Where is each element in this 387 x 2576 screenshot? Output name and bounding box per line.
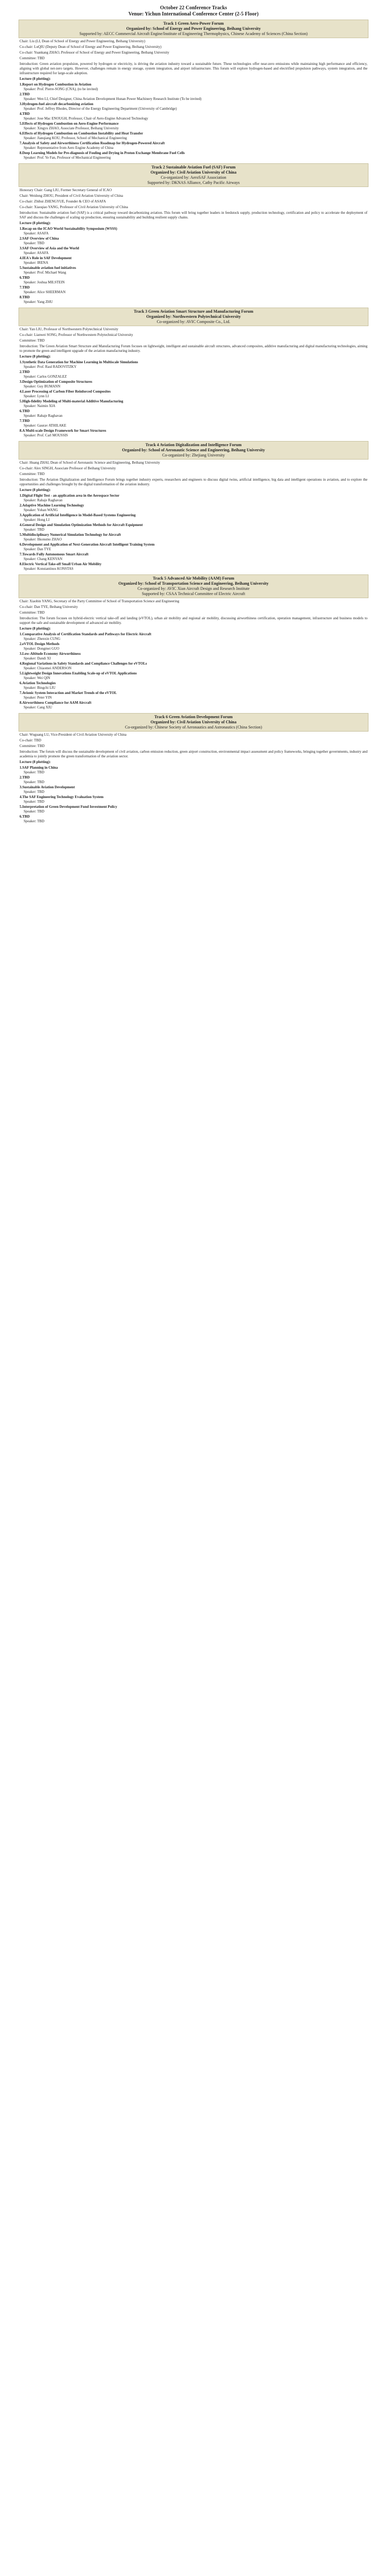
track-committee: Committee: TBD [20,472,45,476]
lecture-title: 5.High-fidelity Modeling of Multi-material Additive Manufacturing [20,399,124,403]
track-section [19,713,368,824]
track-title: Track 1 Green Aero-Power Forum [163,21,224,26]
lecture-speaker: Speaker: Jose Mac ENOUGH, Professor, Chair of Aero-Engine Advanced Technology [24,116,148,121]
lecture-speaker: Speaker: TBD [24,780,45,784]
track-title: Track 5 Advanced Air Mobility (AAM) Forum [152,576,235,581]
lecture-item [20,632,367,641]
lecture-speaker: Speaker: Dan TYE [24,547,51,551]
lecture-speaker: Speaker: Prof. Raul RADOVITZKY [24,365,77,369]
track-title: Track 4 Aviation Digitalization and Intelligence Forum [145,443,242,447]
track-supporter: Co-organized by: AeroSAF Association [161,175,226,180]
track-section [19,163,368,304]
lecture-title: 4.The SAF Engineering Technology Evaluation System [20,795,104,799]
lecture-title: 3.SAF Overview of Asia and the World [20,246,79,250]
track-body [19,187,368,304]
lecture-title: 1.Digital Flight Test - an application area in the Aerospace Sector [20,494,119,498]
lecture-item [20,652,367,661]
lecture-speaker: Speaker: Alice SHEERMAN [24,290,66,294]
lecture-item [20,795,367,804]
lecture-speaker: Speaker: Bingchi LIU [24,686,56,690]
lecture-item [20,429,367,438]
lecture-title: 7.Towards Fully Autonomous Smart Aircraft [20,552,89,556]
lecture-item [20,533,367,542]
lecture-title: 2.Adaptive Machine Learning Technology [20,503,84,507]
lecture-item [20,671,367,681]
lecture-item [20,236,367,246]
lecture-speaker: Speaker: TBD [24,819,45,823]
lecture-title: 2.TBD [20,775,30,779]
lecture-item [20,122,367,131]
lecture-speaker: Speaker: Rahaje Raghavan [24,414,63,418]
lectures-label: Lecture (8 plotting): [20,760,51,764]
track-committee: Committee: TBD [20,56,45,60]
lecture-item [20,785,367,794]
track-organizer: Organized by: School of Transportation Science and Engineering, Beihang University [118,581,269,586]
track-committee: Committee: TBD [20,338,45,343]
lecture-title: 3.Hydrogen-fuel aircraft decarbonizing aviation [20,102,94,106]
track-title: Track 2 Sustainable Aviation Fuel (SAF) Forum [151,165,236,170]
lecture-title: 5.Interpretation of Green Development Fund Investment Policy [20,805,117,809]
track-cochair: Chair: Weidong ZHOU, President of Civil Aviation University of China [20,194,123,198]
lecture-title: 7.Avionic System Interaction and Market Trends of the eVTOL [20,691,117,695]
lecture-item [20,151,367,160]
track-organizer: Organized by: Civil Aviation University of China [150,170,237,175]
lecture-title: 3.Sustainable Aviation Development [20,785,75,789]
lecture-speaker: Speaker: Prof. Jeffrey Rhodes, Director of the Energy Engineering Department (University of Cambridge) [24,107,177,111]
track-chair: Chair: Yan LIU, Professor of Northwestern Polytechnical University [20,327,118,331]
track-introduction: Introduction: The forum will discuss the sustainable development of civil aviation, carbon emission reduction, green airport construction, environmental impact assessment and policy frameworks, bringing together governments, industry and academia to jointly promote the green transformation of the aviation sector. [20,750,367,758]
lecture-title: 2.TBD [20,92,30,96]
lecture-speaker: Speaker: Prof. Ye Fan, Professor of Mechanical Engineering [24,156,111,160]
lecture-item [20,642,367,651]
track-cochair-2: Co-chair: Yuankang ZHAO, Professor of School of Energy and Power Engineering, Beihang University [20,50,169,55]
lecture-title: 6.Effects of Hydrogen Combustion on Combustion Instability and Heat Transfer [20,131,143,135]
lecture-item [20,543,367,552]
track-introduction: Introduction: Sustainable aviation fuel (SAF) is a critical pathway toward decarbonizing aviation. This forum will bring together leaders in feedstock supply, production technology, certification and policy to accelerate the deployment of SAF and discuss the challenges of scaling up production, ensuring sustainability and building resilient supply chains. [20,211,367,219]
track-supporter: Supported by: AECC Commercial Aircraft Engine/Institute of Engineering Thermophysics, Chinese Academy of Sciences (China Section) [79,31,308,36]
lecture-speaker: Speaker: Dongmei GUO [24,647,60,651]
lecture-speaker: Speaker: TBD [24,241,45,245]
lecture-speaker: Speaker: Cang XIU [24,705,52,709]
track-body [19,598,368,710]
lecture-speaker: Speaker: TBD [24,528,45,532]
track-chair: Chair: Huang ZHAI, Dean of School of Aeronautic Science and Engineering, Beihang University [20,461,160,465]
lecture-title: 3.Design Optimization of Composite Structures [20,380,93,384]
lecture-item [20,494,367,503]
lecture-item [20,503,367,513]
lecture-item [20,775,367,785]
lecture-title: 4.Regional Variations in Safety Standards and Compliance Challenges for eVTOLs [20,662,147,666]
lecture-title: 4.General Design and Simulation Optimization Methods for Aircraft Equipment [20,523,143,527]
track-chair: Honorary Chair: Gang LIU, Former Secretary General of ICAO [20,188,112,192]
document-header [19,5,368,18]
lecture-title: 4.TBD [20,112,30,116]
track-header [19,308,368,326]
lectures-label: Lecture (8 plotting): [20,354,51,359]
sections-container [19,20,368,824]
track-organizer: Organized by: Northwestern Polytechnical University [146,314,241,319]
lecture-title: 3.Low-Altitude Economy Airworthiness [20,652,81,656]
track-cochair: Co-chair: TBD [20,738,42,742]
track-cochair: Co-chair: Lianwei SONG, Professor of Northwestern Polytechnical University [20,333,133,337]
lecture-speaker: Speaker: Prof. Pierre-SONG (CNA), (to be invited) [24,87,98,91]
lecture-speaker: Speaker: Yang ZHU [24,300,53,304]
lecture-speaker: Speaker: Ilkonsmo ZHAO [24,537,62,541]
lecture-item [20,691,367,700]
lecture-speaker: Speaker: Hong LI [24,518,50,522]
lecture-speaker: Speaker: Naimin XIA [24,404,56,408]
track-cochair-2: Co-chair: Zhihui ZHENGYUE, Founder & CEO of ASAFA [20,199,106,204]
track-section [19,441,368,571]
lecture-title: 5.Lightweight Design Innovations Enabling Scale-up of eVTOL Applications [20,671,137,675]
lecture-item [20,419,367,428]
lecture-speaker: Speaker: Chang KENYAN [24,557,63,561]
track-chair: Chair: Liu (LI, Dean of School of Energy and Power Engineering, Beihang University) [20,39,146,43]
lecture-speaker: Speaker: Gaurav ATHILAKE [24,423,66,428]
track-header [19,441,368,460]
track-title: Track 6 Green Aviation Development Forum [154,715,233,719]
track-organizer: Organized by: School of Energy and Power Engineering, Beihang University [126,26,261,31]
lecture-speaker: Speaker: Joshua MILSTEIN [24,280,65,284]
lectures-label: Lecture (8 plotting): [20,626,51,631]
lecture-item [20,295,367,304]
lecture-title: 4.Laser Processing of Carbon Fiber Reinforced Composites [20,389,111,394]
track-section [19,308,368,438]
lecture-item [20,360,367,369]
lecture-title: 8.Electric Vertical Take-off Small Urban Air Mobility [20,562,102,566]
lecture-title: 7.Analysis of Safety and Airworthiness Certification Roadmap for Hydrogen-Powered Aircraft [20,141,165,145]
lecture-title: 1.Recap on the ICAO World Sustainability Symposium (WSSS) [20,227,117,231]
lecture-item [20,815,367,824]
lecture-item [20,513,367,522]
lecture-title: 6.Development and Application of Next-Generation Aircraft Intelligent Training System [20,543,155,547]
track-supporter: Co-organized by: Zhejiang University [162,453,225,457]
lecture-item [20,102,367,111]
lecture-title: 6.Aviation Technologies [20,681,56,685]
track-header [19,163,368,187]
lecture-item [20,681,367,690]
lecture-title: 6.TBD [20,409,30,413]
lecture-title: 6.TBD [20,276,30,280]
lecture-item [20,523,367,532]
lecture-item [20,276,367,285]
lecture-speaker: Speaker: TBD [24,800,45,804]
lecture-title: 2.TBD [20,370,30,374]
lecture-title: 1.Comparative Analysis of Certification Standards and Pathways for Electric Aircraft [20,632,151,636]
track-extra: Supported by: CSAA Technical Committee of Electric Aircraft [142,591,245,596]
track-organizer: Organized by: School of Aeronautic Science and Engineering, Beihang University [122,448,265,452]
lecture-title: 4.IEA's Role in SAF Development [20,256,72,260]
lecture-speaker: Speaker: TBD [24,770,45,774]
lecture-title: 6.TBD [20,815,30,819]
track-title: Track 3 Green Aviation Smart Structure and Manufacturing Forum [133,309,254,314]
lecture-title: 5.Sustainable aviation fuel initiatives [20,266,76,270]
lecture-title: 8.Airworthiness Compliance for AAM Aircraft [20,701,92,705]
header-line-1: October 22 Conference Tracks [160,5,227,11]
track-committee: Co-chair: Xiaoqiao YANG, Professor of Civil Aviation University of China [20,205,128,209]
lecture-title: 2.SAF Overview of China [20,236,59,241]
lecture-item [20,246,367,256]
lectures-label: Lecture (8 plotting): [20,488,51,492]
lecture-speaker: Speaker: IRENA [24,261,48,265]
lecture-title: 8.A Multi-scale Design Framework for Smart Structures [20,429,107,433]
lectures-label: Lecture (8 plotting): [20,221,51,225]
lecture-speaker: Speaker: TBD [24,809,45,814]
track-organizer: Organized by: Civil Aviation University of China [150,720,237,724]
track-supporter: Co-organized by: AVIC Composite Co., Ltd. [156,319,231,324]
lecture-speaker: Speaker: Jianqiang KOU, Professor, School of Mechanical Engineering [24,136,127,140]
lecture-item [20,662,367,671]
lecture-speaker: Speaker: Prof. Carl MOUSSIS [24,433,68,437]
lecture-item [20,131,367,141]
lectures-label: Lecture (8 plotting): [20,77,51,81]
lecture-item [20,370,367,379]
lecture-title: 5.Multidisciplinary Numerical Simulation Technology for Aircraft [20,533,121,537]
track-chair: Chair: Wuguang LU, Vice-President of Civil Aviation University of China [20,733,127,737]
lecture-item [20,805,367,814]
lecture-item [20,82,367,92]
lecture-item [20,285,367,295]
lecture-title: 3.Application of Artificial Intelligence in Model-Based Systems Engineering [20,513,136,517]
track-header [19,574,368,598]
track-cochair: Co-chair: Alex SINGH, Associate Professor of Beihang University [20,466,116,470]
lecture-speaker: Speaker: Prof. Michael Wang [24,270,66,275]
track-body [19,460,368,571]
lecture-speaker: Speaker: Guy BUMANN [24,384,61,388]
lecture-item [20,112,367,121]
lecture-speaker: Speaker: Zhenxin CUNG [24,637,61,641]
lecture-item [20,399,367,409]
lecture-title: 7.TBD [20,285,30,290]
lecture-title: 1.Synthetic Data Generation for Machine Learning in Multiscale Simulations [20,360,138,364]
lecture-item [20,92,367,101]
track-extra: Supported by: DKNAS Alliance, Cathy Pacific Airways [147,180,240,185]
lecture-speaker: Speaker: ASAFA [24,251,49,255]
track-introduction: Introduction: The Green Aviation Smart Structure and Manufacturing Forum focuses on lightweight, intelligent and sustainable aircraft structures, advanced composites, additive manufacturing and digital manufacturing technologies, aiming to promote the green and intelligent upgrade of the aviation manufacturing industry. [20,344,367,353]
track-cochair: Co-chair: LuQIU (Deputy Dean of School of Energy and Power Engineering, Beihang University) [20,45,162,49]
lecture-title: 7.TBD [20,419,30,423]
lecture-speaker: Speaker: Dandi XI [24,656,51,660]
track-introduction: Introduction: The Aviation Digitalization and Intelligence Forum brings together industry experts, researchers and engineers to discuss digital twins, artificial intelligence, big data and intelligent operations in aviation, and to explore the opportunities and challenges brought by the digital transformation of the aviation industry. [20,478,367,486]
lecture-title: 8.Deep Learning Models for Pre-diagnosis of Fouling and Drying in Proton Exchange Membrane Fuel Cells [20,151,185,155]
lecture-speaker: Speaker: Peter YIN [24,696,52,700]
track-section [19,20,368,160]
lecture-speaker: Speaker: ASAFA [24,231,49,235]
lecture-speaker: Speaker: Carlos GONZALEZ [24,375,67,379]
track-section [19,574,368,710]
lecture-item [20,562,367,571]
lecture-item [20,380,367,389]
lecture-speaker: Speaker: Wei QIN [24,676,50,680]
lecture-speaker: Speaker: Wen LI, Chief Designer, China Aviation Development Hunan Power Machinery Research Institute (To be invited) [24,97,202,101]
lecture-item [20,389,367,399]
lecture-item [20,409,367,418]
track-body [19,732,368,824]
lecture-speaker: Speaker: Konstantinos KONSTAS [24,567,74,571]
track-chair: Chair: Xiaobin YANG, Secretary of the Party Committee of School of Transportation Science and Engineering [20,599,180,603]
lecture-item [20,141,367,150]
track-committee: Committee: TBD [20,611,45,615]
lecture-title: 8.TBD [20,295,30,299]
track-introduction: Introduction: Green aviation propulsion, powered by hydrogen or electricity, is driving the aviation industry toward a sustainable future. These technologies offer near-zero emissions while maintaining high performance and efficiency, aligning with global net-zero targets. However, challenges remain in energy storage, system integration, and airport infrastructure. This forum will explore hydrogen-based and electrified propulsion pathways, system integration, and the infrastructure required for large-scale adoption. [20,62,367,75]
track-cochair: Co-chair: Dan TYE, Beihang University [20,605,78,609]
track-header [19,20,368,38]
track-supporter: Co-organized by: AVIC Xian Aircraft Design and Research Institute [137,586,250,591]
track-committee: Committee: TBD [20,744,45,748]
header-line-2: Venue: Yichun International Conference Center (2-5 Floor) [128,11,259,17]
lecture-speaker: Speaker: Lynn LI [24,394,49,398]
lecture-speaker: Speaker: Yohan WANG [24,508,58,512]
lecture-speaker: Speaker: TBD [24,790,45,794]
lecture-speaker: Speaker: Chiaomei ANDERSON [24,666,72,670]
lecture-item [20,766,367,775]
track-header [19,713,368,732]
lecture-item [20,701,367,710]
lecture-item [20,552,367,562]
conference-page [19,0,368,824]
lecture-title: 1.Report on Hydrogen Combustion in Aviation [20,82,92,87]
track-supporter: Co-organized by: Chinese Society of Aeronautics and Astronautics (China Section) [125,725,262,730]
lecture-speaker: Speaker: Rahaje Raghavan [24,498,63,502]
lecture-item [20,227,367,236]
lecture-item [20,256,367,265]
lecture-title: 2.eVTOL Design Methods [20,642,60,646]
track-body [19,38,368,160]
lecture-title: 1.SAF Planning in China [20,766,58,770]
lecture-title: 5.Effects of Hydrogen Combustion on Aero-Engine Performance [20,122,119,126]
track-body [19,326,368,438]
track-introduction: Introduction: The forum focuses on hybrid-electric vertical take-off and landing (eVTOL), urban air mobility and regional air mobility, discussing airworthiness certification, operation management, infrastructure and business models to support the safe and sustainable development of advanced air mobility. [20,616,367,625]
lecture-speaker: Speaker: Representative from Aero Engine Academy of China [24,146,114,150]
lecture-item [20,266,367,275]
lecture-speaker: Speaker: Xingyu ZHAO, Associate Professor, Beihang University [24,126,119,130]
